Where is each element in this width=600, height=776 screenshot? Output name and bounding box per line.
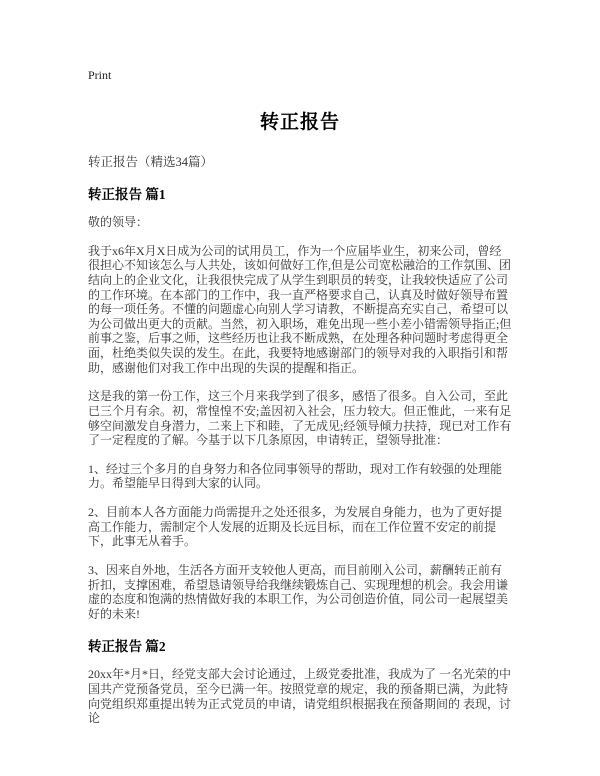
paragraph: 20xx年*月*日，经党支部大会讨论通过，上级党委批准，我成为了 一名光荣的中国共产党预备党员，至今已满一年。按照党章的规定，我的预备期已满，为此特向党组织郑重提出转为正式党员的申请，请党组织根据我在预备期间的 表现，讨论 [88,667,512,726]
list-item-paragraph: 2、目前本人各方面能力尚需提升之处还很多，为发展自身能力，也为了更好提高工作能力，需制定个人发展的近期及长远目标，而在工作位置不安定的前提下，此事无从着手。 [88,505,503,549]
section-2-heading: 转正报告 篇2 [88,639,166,655]
list-item-paragraph: 1、经过三个多月的自身努力和各位同事领导的帮助，现对工作有较强的处理能力。希望能早日得到大家的认同。 [88,461,503,491]
section-1 [88,183,512,621]
document-subtitle: 转正报告（精选34篇） [88,155,214,169]
salutation: 敬的领导： [88,215,149,229]
page-title: 转正报告 [259,112,340,133]
paragraph: 这是我的第一份工作，这三个月来我学到了很多，感悟了很多。自入公司，至此已三个月有余。初，常惶惶不安;盖因初入社会，压力较大。但正惟此，一来有足够空间激发自身潜力，二来上下和睦，了无成见;经领导倾力扶持，现已对工作有了一定程度的了解。今基于以下几条原因，申请转正，望领导批准： [88,389,512,448]
paragraph: 我于x6年X月X日成为公司的试用员工，作为一个应届毕业生，初来公司，曾经很担心不知该怎么与人共处，该如何做好工作,但是公司宽松融洽的工作氛围、团结向上的企业文化，让我很快完成了从学生到职员的转变，让我较快适应了公司的工作环境。在本部门的工作中，我一直严格要求自己，认真及时做好领导布置的每一项任务。不懂的问题虚心向别人学习请教，不断提高充实自己，希望可以为公司做出更大的贡献。当然，初入职场，难免出现一些小差小错需领导指正;但前事之鉴，后事之师，这些经历也让我不断成熟，在处理各种问题时考虑得更全面，杜绝类似失误的发生。在此，我要特地感谢部门的领导对我的入职指引和帮助，感谢他们对我工作中出现的失误的提醒和指正。 [88,243,512,375]
print-link[interactable]: Print [88,68,112,82]
section-1-heading: 转正报告 篇1 [88,187,166,202]
section-2 [88,635,512,726]
list-item-paragraph: 3、因来自外地，生活各方面开支较他人更高，而目前刚入公司，薪酬转正前有折扣，支撑困难，希望恳请领导给我继续锻炼自己、实现理想的机会。我会用谦虚的态度和饱满的热情做好我的本职工作，为公司创造价值，同公司一起展望美好的未来! [88,562,509,621]
